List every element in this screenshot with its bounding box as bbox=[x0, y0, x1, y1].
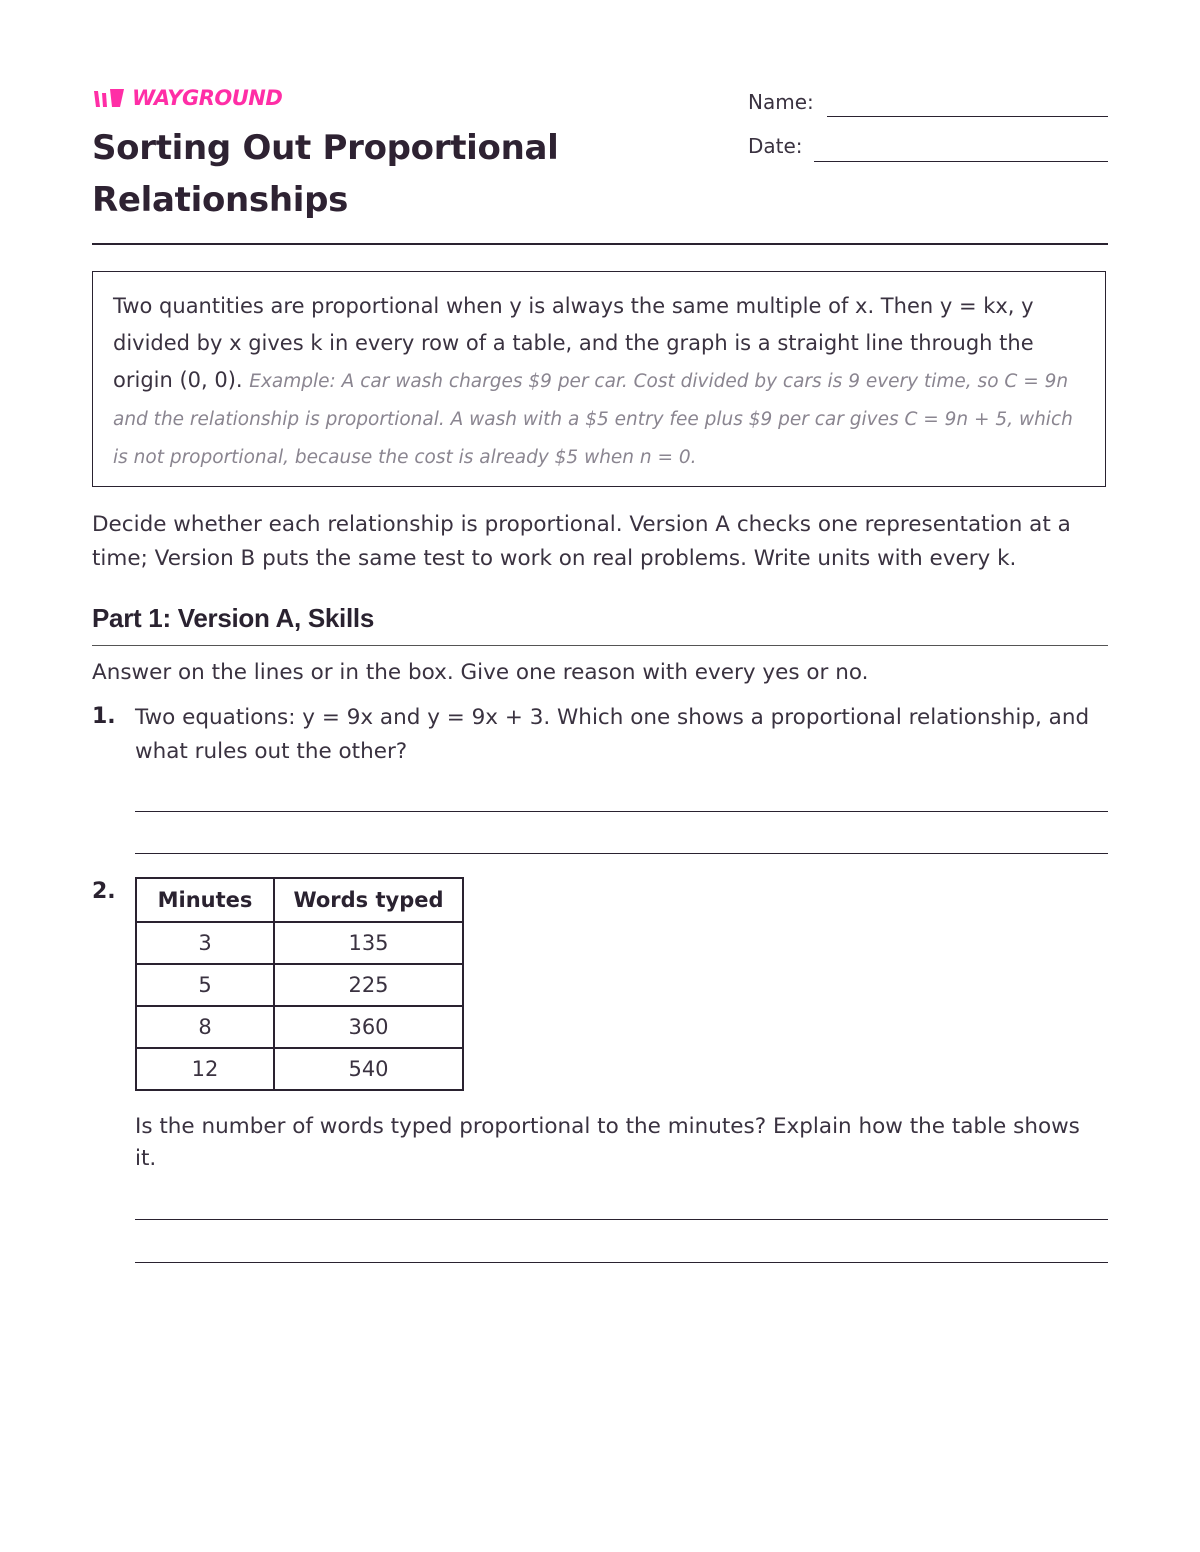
definition-text bbox=[113, 288, 1085, 476]
part-1-divider bbox=[92, 645, 1108, 646]
answer-line[interactable] bbox=[135, 1262, 1108, 1263]
table-row bbox=[136, 1048, 463, 1090]
table-cell: 360 bbox=[274, 1006, 463, 1048]
definition-box bbox=[92, 271, 1106, 487]
table-row bbox=[136, 922, 463, 964]
brand-name: WAYGROUND bbox=[132, 86, 283, 110]
part-1-instructions: Answer on the lines or in the box. Give one reason with every yes or no. bbox=[92, 660, 869, 685]
table-cell: 540 bbox=[274, 1048, 463, 1090]
answer-line[interactable] bbox=[135, 853, 1108, 854]
table-cell: 3 bbox=[136, 922, 274, 964]
brand-logo bbox=[92, 86, 282, 110]
table-cell: 225 bbox=[274, 964, 463, 1006]
table-header-row bbox=[136, 878, 463, 922]
wayground-logo-icon bbox=[92, 87, 126, 109]
minutes-words-table bbox=[135, 877, 464, 1091]
header-divider bbox=[92, 243, 1108, 245]
worksheet-title: Sorting Out Proportional Relationships bbox=[92, 128, 559, 220]
definition-body: Two quantities are proportional when y is always the same multiple of x. Then y = kx, y divided by x gives k in every row of a table, and the graph is a straight line through the origin (0, 0). bbox=[113, 294, 1034, 392]
table-row bbox=[136, 964, 463, 1006]
table-cell: 12 bbox=[136, 1048, 274, 1090]
date-label: Date: bbox=[748, 134, 803, 158]
table-cell: 5 bbox=[136, 964, 274, 1006]
table-header-minutes: Minutes bbox=[136, 878, 274, 922]
name-field[interactable] bbox=[827, 116, 1108, 117]
answer-line[interactable] bbox=[135, 1219, 1108, 1220]
answer-line[interactable] bbox=[135, 811, 1108, 812]
question-1-number: 1. bbox=[92, 704, 116, 729]
table-cell: 8 bbox=[136, 1006, 274, 1048]
table-cell: 135 bbox=[274, 922, 463, 964]
table-row bbox=[136, 1006, 463, 1048]
question-1-text: Two equations: y = 9x and y = 9x + 3. Which one shows a proportional relationship, and what rules out the other? bbox=[135, 705, 1090, 764]
intro-paragraph: Decide whether each relationship is proportional. Version A checks one representation at a time; Version B puts the same test to work on real problems. Write units with every k. bbox=[92, 512, 1071, 571]
table-header-words-typed: Words typed bbox=[274, 878, 463, 922]
definition-example: Example: A car wash charges $9 per car. Cost divided by cars is 9 every time, so C = 9n and the relationship is proportional. A wash with a $5 entry fee plus $9 per car gives C = 9n + 5, which is not proportional, because the cost is already $5 when n = 0. bbox=[113, 371, 1073, 468]
date-field[interactable] bbox=[814, 161, 1108, 162]
part-1-heading: Part 1: Version A, Skills bbox=[92, 603, 374, 633]
name-label: Name: bbox=[748, 90, 814, 114]
question-2-number: 2. bbox=[92, 879, 116, 904]
question-2-text: Is the number of words typed proportional to the minutes? Explain how the table shows it. bbox=[135, 1114, 1080, 1171]
